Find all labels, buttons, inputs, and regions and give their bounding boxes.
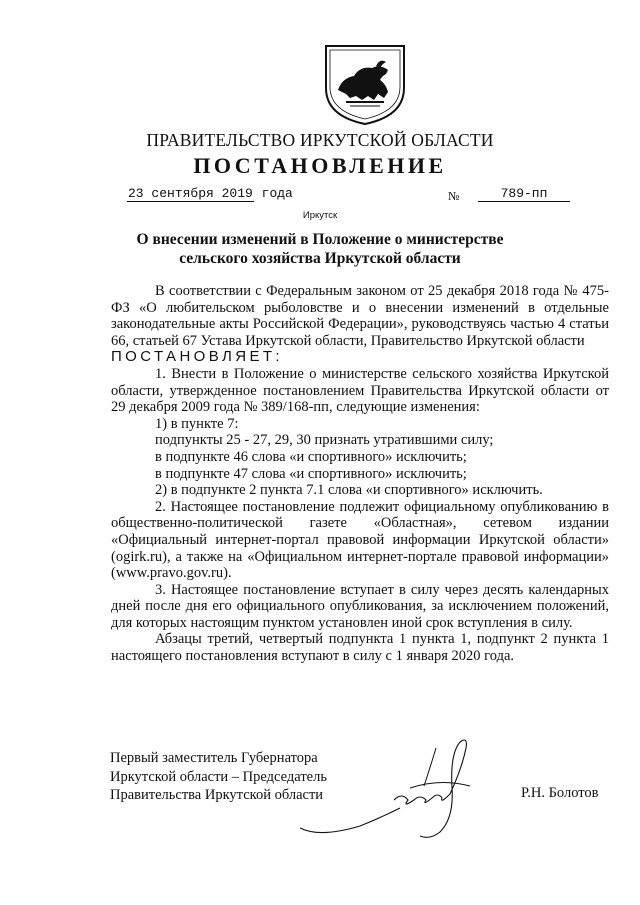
signer-position-line-1: Первый заместитель Губернатора	[110, 750, 318, 766]
document-title: О внесении изменений в Положение о министерстве сельского хозяйства Иркутской области	[136, 231, 504, 267]
item-3-note: Абзацы третий, четвертый подпункта 1 пункта 1, подпункт 2 пункта 1 настоящего постановления вступают в силу с 1 января 2020 года.	[111, 631, 609, 665]
item-2: 2. Настоящее постановление подлежит официальному опубликованию в общественно-политической газете «Областная», сетевом издании «Официальный интернет-портал правовой информации Иркутской области» (ogirk.ru), а также на «Официальном интернет-портале правовой информации» (www.pravo.gov.ru).	[111, 498, 609, 582]
item-1-sub-1: 1) в пункте 7:	[155, 415, 239, 432]
number-label: №	[448, 189, 460, 203]
document-date-suffix: года	[261, 186, 293, 201]
item-1: 1. Внести в Положение о министерстве сельского хозяйства Иркутской области, утвержденное постановлением Правительства Иркутской области от 29 декабря 2009 года № 389/168-пп, следующие изменения:	[111, 365, 609, 416]
document-body	[111, 283, 609, 665]
irkutsk-coat-of-arms-icon	[320, 40, 410, 128]
document-date-value: 23 сентября 2019	[128, 186, 253, 201]
item-1-sub-1-b: в подпункте 46 слова «и спортивного» исключить;	[155, 448, 467, 465]
decree-word: ПОСТАНОВЛЯЕТ:	[111, 348, 284, 366]
document-number: 789-пп	[478, 186, 570, 202]
signer-name: Р.Н. Болотов	[521, 785, 599, 801]
signer-position-line-3: Правительства Иркутской области	[110, 787, 324, 803]
handwritten-signature	[290, 728, 510, 858]
organization-name: ПРАВИТЕЛЬСТВО ИРКУТСКОЙ ОБЛАСТИ	[146, 130, 494, 150]
signer-position-line-2: Иркутской области – Председатель	[110, 768, 327, 785]
item-3: 3. Настоящее постановление вступает в силу через десять календарных дней после дня его официального опубликования, за исключением положений, для которых настоящим пунктом установлен иной срок вступления в силу.	[111, 581, 609, 631]
document-date	[127, 186, 293, 201]
item-1-sub-2: 2) в подпункте 2 пункта 7.1 слова «и спортивного» исключить.	[155, 482, 543, 499]
document-type: ПОСТАНОВЛЕНИЕ	[193, 153, 447, 178]
city-name: Иркутск	[302, 210, 338, 221]
item-1-sub-1-a: подпункты 25 - 27, 29, 30 признать утратившими силу;	[155, 432, 494, 449]
preamble: В соответствии с Федеральным законом от 25 декабря 2018 года № 475-ФЗ «О любительском рыболовстве и о внесении изменений в отдельные законодательные акты Российской Федерации», руководствуясь частью 4 статьи 66, статьей 67 Устава Иркутской области, Правительство Иркутской области	[111, 283, 609, 349]
item-1-sub-1-c: в подпункте 47 слова «и спортивного» исключить;	[155, 465, 467, 482]
